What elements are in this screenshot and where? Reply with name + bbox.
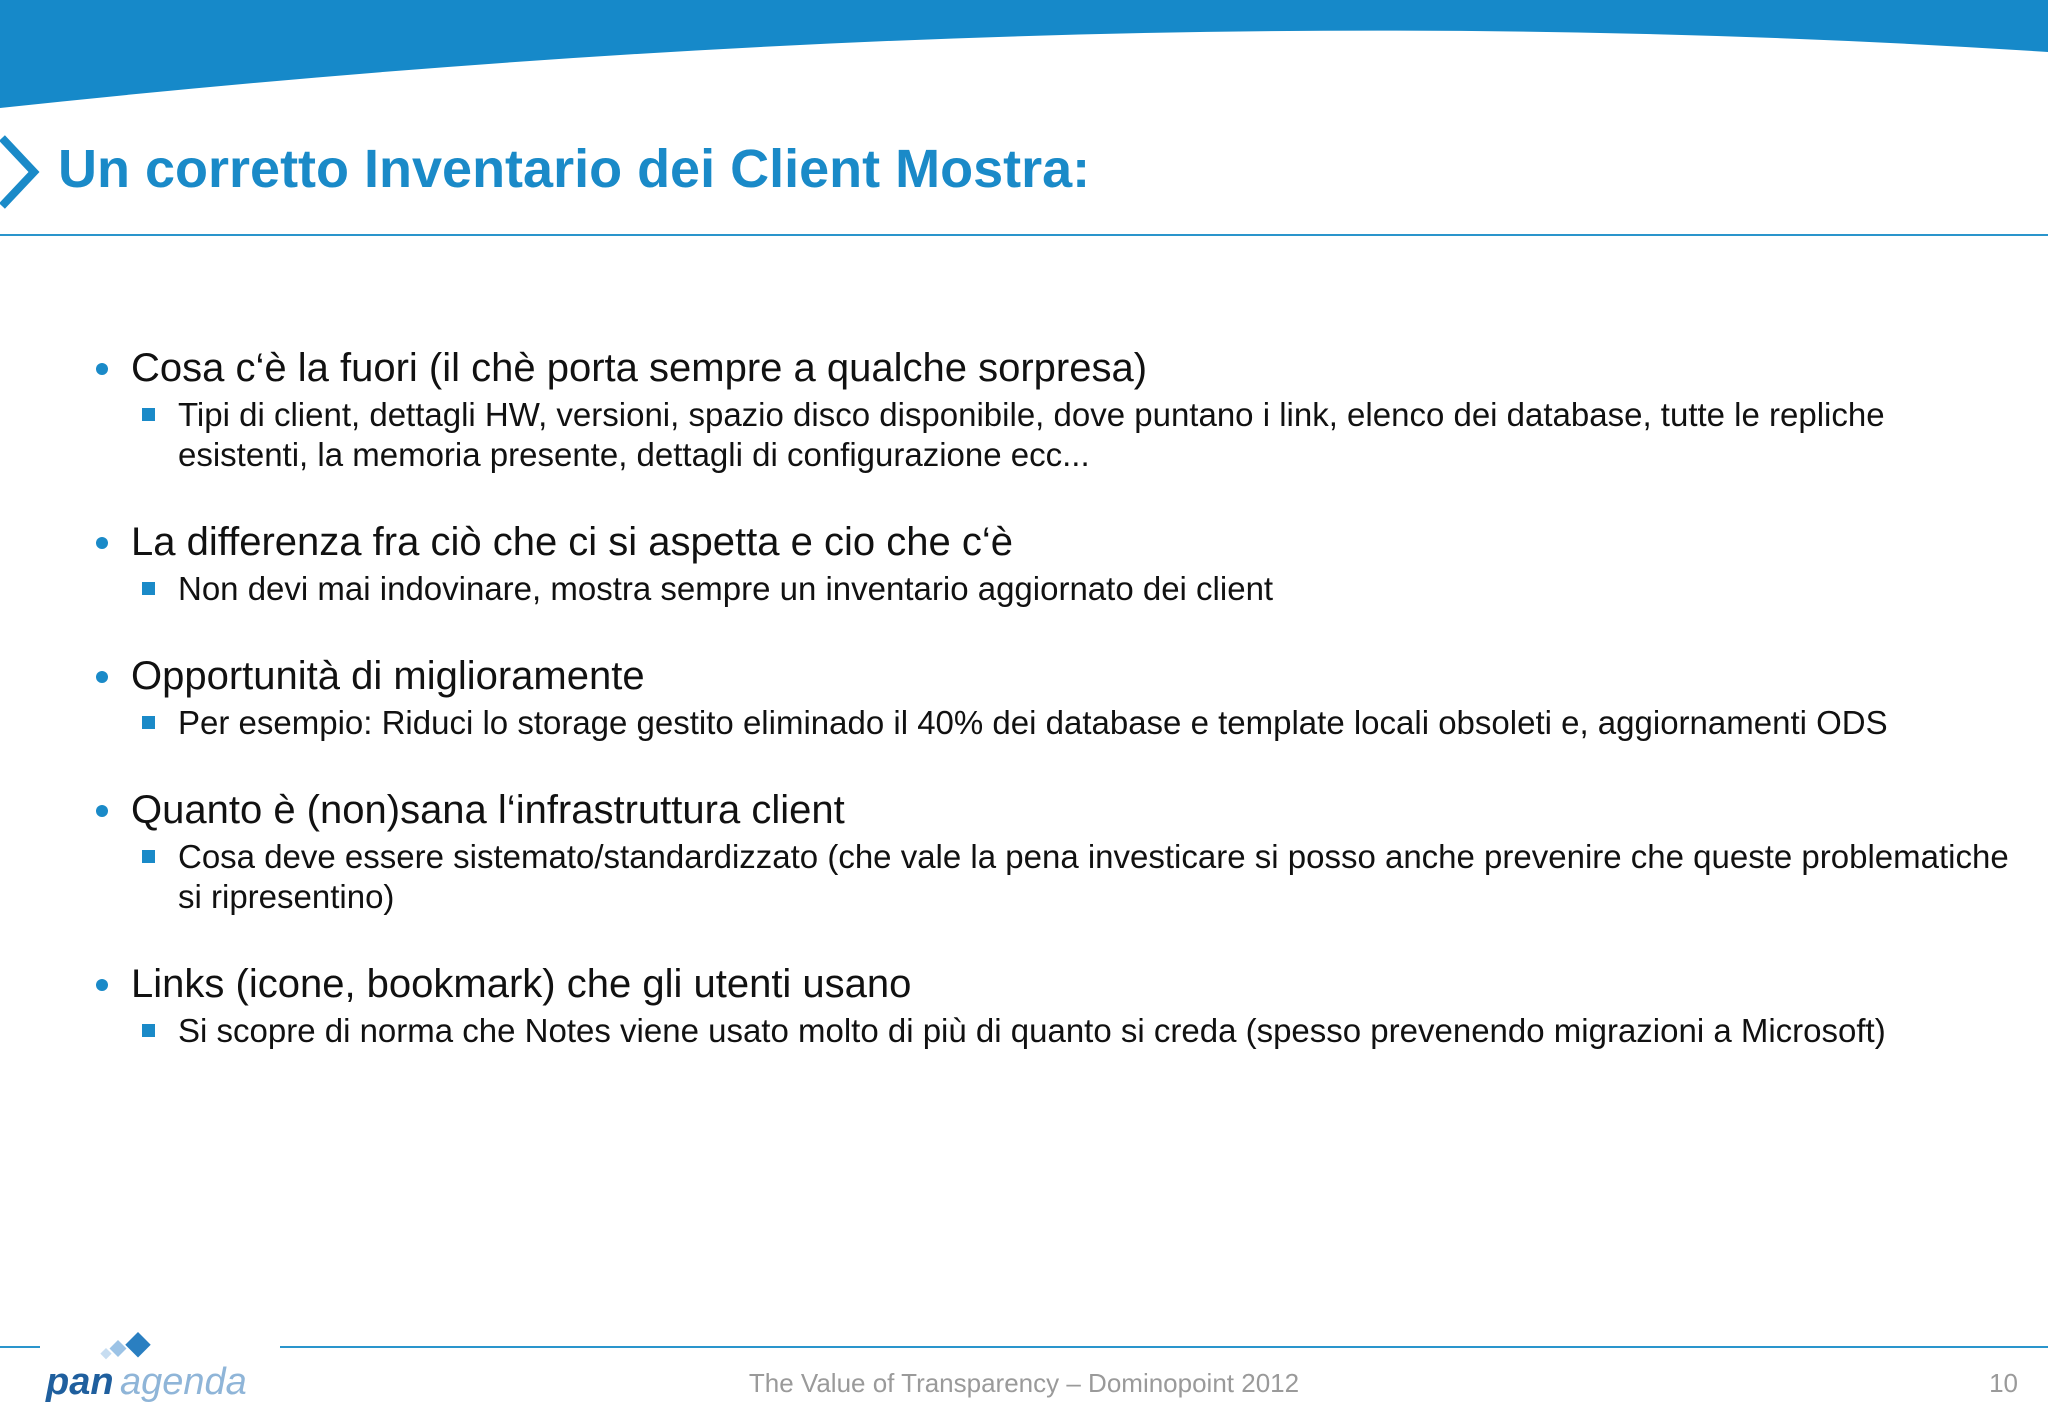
footer-title: The Value of Transparency – Dominopoint 2012 xyxy=(748,1368,1300,1398)
bullet-level2 xyxy=(178,1011,2012,1051)
bullet-item xyxy=(92,784,2012,917)
bullet-text: La differenza fra ciò che ci si aspetta e cio che c‘è xyxy=(131,520,1013,564)
sub-bullet-text: Tipi di client, dettagli HW, versioni, spazio disco disponibile, dove puntano i link, elenco dei database, tutte le repliche esistenti, la memoria presente, dettagli di configurazione ecc... xyxy=(178,396,1885,473)
footer-divider xyxy=(0,1346,2048,1348)
bullet-dot-icon xyxy=(96,979,108,991)
bullet-square-icon xyxy=(142,850,155,863)
bullet-list xyxy=(92,342,2012,1092)
bullet-level1 xyxy=(92,342,2012,394)
bullet-item xyxy=(92,516,2012,609)
bullet-square-icon xyxy=(142,1024,155,1037)
bullet-text: Cosa c‘è la fuori (il chè porta sempre a qualche sorpresa) xyxy=(131,346,1148,390)
bullet-item xyxy=(92,958,2012,1051)
chevron-right-icon xyxy=(0,134,40,210)
bullet-level2 xyxy=(178,395,2012,475)
header-band xyxy=(0,0,2048,120)
bullet-dot-icon xyxy=(96,805,108,817)
bullet-item xyxy=(92,650,2012,743)
title-divider xyxy=(0,234,2048,236)
logo-text-agenda: agenda xyxy=(120,1361,247,1403)
sub-bullet-text: Non devi mai indovinare, mostra sempre un inventario aggiornato dei client xyxy=(178,570,1274,607)
bullet-level1 xyxy=(92,650,2012,702)
bullet-level2 xyxy=(178,703,2012,743)
bullet-text: Opportunità di miglioramente xyxy=(131,654,645,698)
sub-bullet-text: Cosa deve essere sistemato/standardizzato (che vale la pena investicare si posso anche prevenire che queste problematiche si ripresentino) xyxy=(178,838,2009,915)
bullet-level1 xyxy=(92,516,2012,568)
bullet-level2 xyxy=(178,569,2012,609)
bullet-text: Links (icone, bookmark) che gli utenti usano xyxy=(131,962,912,1006)
bullet-dot-icon xyxy=(96,537,108,549)
slide-title: Un corretto Inventario dei Client Mostra: xyxy=(58,139,1091,199)
bullet-dot-icon xyxy=(96,671,108,683)
bullet-square-icon xyxy=(142,716,155,729)
bullet-item xyxy=(92,342,2012,475)
bullet-square-icon xyxy=(142,408,155,421)
bullet-level1 xyxy=(92,958,2012,1010)
logo-text-pan: pan xyxy=(46,1361,114,1403)
page-number: 10 xyxy=(1989,1368,2018,1398)
sub-bullet-text: Per esempio: Riduci lo storage gestito eliminado il 40% dei database e template locali obsoleti e, aggiornamenti ODS xyxy=(178,704,1888,741)
bullet-text: Quanto è (non)sana l‘infrastruttura client xyxy=(131,788,845,832)
bullet-dot-icon xyxy=(96,363,108,375)
bullet-square-icon xyxy=(142,582,155,595)
bullet-level1 xyxy=(92,784,2012,836)
sub-bullet-text: Si scopre di norma che Notes viene usato molto di più di quanto si creda (spesso prevenendo migrazioni a Microsoft) xyxy=(178,1012,1886,1049)
bullet-level2 xyxy=(178,837,2012,917)
